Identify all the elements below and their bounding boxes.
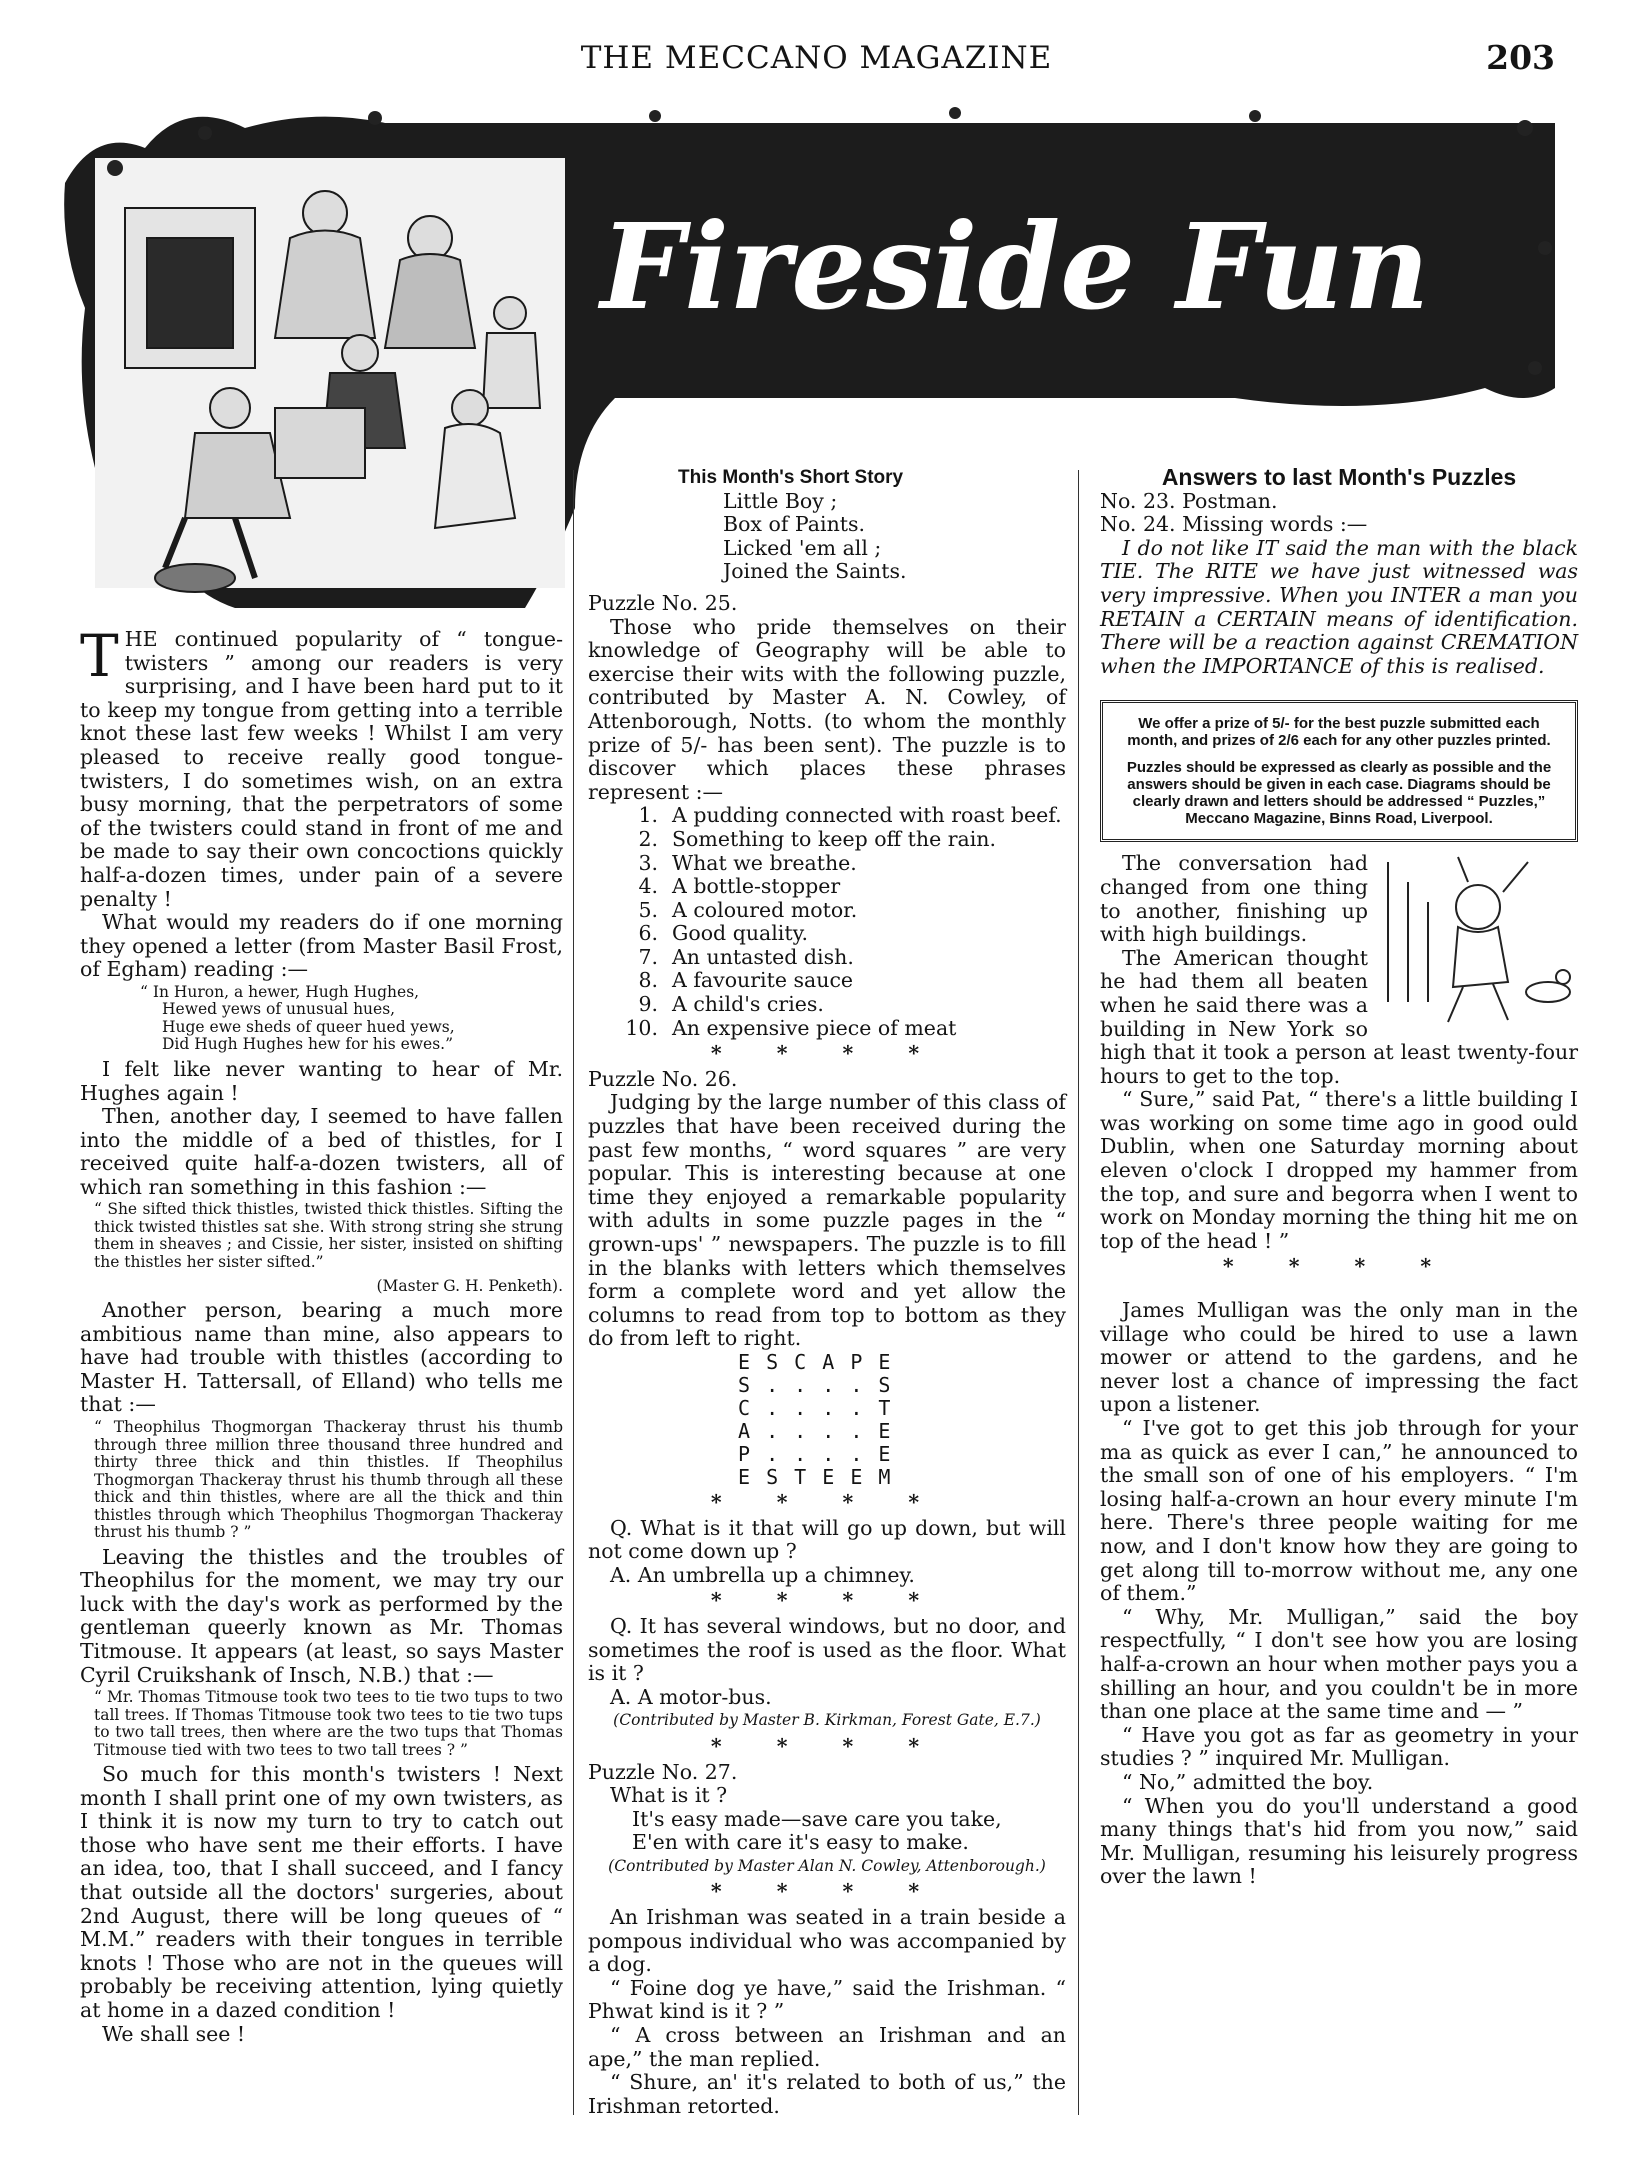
riddle-answer: A. An umbrella up a chimney. <box>610 1562 915 1587</box>
section-divider: * * * * <box>710 1733 944 1758</box>
tongue-twister-theophilus: “ Theophilus Thogmorgan Thackeray thrust his thumb through three million three thousand three hundred and thirty three thick and thin thistles. If Theophilus Thogmorgan Thackeray thrust his thumb through all these thick and thin thistles, where are all the thick and thin thistles through which Theophilus Thogmorgan Thackeray thrust his thumb ? ” <box>94 1418 563 1542</box>
paragraph: “ When you do you'll understand a good many things that's hid from you now,” said Mr. Mulligan, resuming his leisurely progress over the lawn ! <box>1100 1793 1578 1889</box>
puzzle-27-line: E'en with care it's easy to make. <box>632 1830 969 1855</box>
list-item: 10. An expensive piece of meat <box>625 1015 957 1040</box>
paragraph: Leaving the thistles and the troubles of Theophilus for the moment, we may try our luck with the day's work as performed by the gentleman queerly known as Mr. Thomas Titmouse. It appears (at least, so says Master Cyril Cruikshank of Insch, N.B.) that :— <box>80 1544 563 1687</box>
puzzle-26-text: Judging by the large number of this class of puzzles that have been received during the past few months, “ word squares ” are very popular. This is interesting because at one time they enjoyed a remarkable popularity with adults in some puzzle pages in the “ grown-ups' ” newspapers. The puzzle is to fill in the blanks with letters which themselves form a complete word and yet allow the columns to read from top to bottom as they do from left to right. <box>588 1090 1066 1351</box>
quote-credit: (Master G. H. Penketh). <box>376 1277 563 1296</box>
paragraph: “ Have you got as far as geometry in your studies ? ” inquired Mr. Mulligan. <box>1100 1722 1578 1771</box>
puzzle-rules-text: Puzzles should be expressed as clearly as possible and the answers should be given in each case. Diagrams should be clearly drawn and letters should be addressed “ Puzzles,” Meccano Magazine, Binns Road, Liverpool. <box>1126 759 1552 828</box>
tongue-twister-hughes: “ In Huron, a hewer, Hugh Hughes, Hewed yews of unusual hues, Huge ewe sheds of queer hued yews, Did Hugh Hughes hew for his ewes.” <box>140 982 455 1054</box>
list-item: 1. A pudding connected with roast beef. <box>638 803 1062 828</box>
puzzle-27-heading: Puzzle No. 27. <box>588 1759 738 1784</box>
word-square-grid: E S C A P E S . . . . S C . . . . T A . . . . E P . . . . E E S T E E M <box>738 1349 893 1489</box>
paragraph: Then, another day, I seemed to have fallen into the middle of a bed of thistles, for I received quite half-a-dozen twisters, all of which ran something in this fashion :— <box>80 1104 563 1199</box>
short-story-heading: This Month's Short Story <box>678 467 904 488</box>
paragraph: James Mulligan was the only man in the village who could be hired to use a lawn mower or attend to the gardens, and he never lost a chance of impressing the fact upon a listener. <box>1100 1298 1578 1417</box>
riddle-question: Q. It has several windows, but no door, and sometimes the roof is used as the floor. What is it ? <box>588 1613 1066 1686</box>
paragraph: An Irishman was seated in a train beside a pompous individual who was accompanied by a dog. <box>588 1905 1066 1977</box>
section-divider: * * * * <box>1222 1254 1456 1279</box>
contributor-credit: (Contributed by Master B. Kirkman, Forest Gate, E.7.) <box>613 1711 1041 1730</box>
intro-paragraph: THE continued popularity of “ tongue-twisters ” among our readers is very surprising, and I have been hard put to it to keep my tongue from getting into a terrible knot these last few weeks ! Whilst I am very pleased to receive really good tongue-twisters, I do sometimes wish, on an extra busy morning, that the perpetrators of some of the twisters could stand in front of me and be made to say their own concoctions quickly half-a-dozen times, under pain of a severe penalty ! <box>80 622 563 911</box>
riddle-question: Q. What is it that will go up down, but will not come down up ? <box>588 1515 1066 1564</box>
column-rule-left <box>573 470 574 2115</box>
list-item: 3. What we breathe. <box>638 850 857 875</box>
column-2 <box>588 466 1066 2118</box>
banner-title: Fireside Fun <box>600 197 1430 336</box>
list-item: 5. A coloured motor. <box>638 897 858 922</box>
section-divider: * * * * <box>710 1879 944 1904</box>
paragraph: “ A cross between an Irishman and an ape,” the man replied. <box>588 2023 1066 2071</box>
list-item: 9. A child's cries. <box>638 992 824 1017</box>
puzzle-25-list <box>588 804 1066 1040</box>
conversation-block <box>1100 852 1578 1253</box>
column-1 <box>80 622 563 2046</box>
answers-heading: Answers to last Month's Puzzles <box>1161 464 1517 490</box>
list-item: 7. An untasted dish. <box>638 944 854 969</box>
paragraph: Another person, bearing a much more ambitious name than mine, also appears to have had trouble with thistles (according to Master H. Tattersall, of Elland) who tells me that :— <box>80 1298 563 1417</box>
list-item: 4. A bottle-stopper <box>638 874 841 899</box>
paragraph: “ No,” admitted the boy. <box>1122 1769 1374 1794</box>
section-divider: * * * * <box>710 1588 944 1613</box>
prize-text: We offer a prize of 5/- for the best puzzle submitted each month, and prizes of 2/6 each for any other puzzles printed. <box>1127 715 1551 750</box>
answer-23: No. 23. Postman. <box>1100 488 1278 513</box>
contributor-credit: (Contributed by Master Alan N. Cowley, Attenborough.) <box>608 1856 1046 1875</box>
cartoon-illustration <box>1378 852 1578 1032</box>
list-item: 8. A favourite sauce <box>638 968 854 993</box>
column-rule-right <box>1078 470 1079 2115</box>
answer-24: No. 24. Missing words :— <box>1100 512 1368 537</box>
puzzle-27-question: What is it ? <box>610 1783 728 1808</box>
paragraph: The American thought he had them all beaten when he said there was a building in New York so high that it took a person at least twenty-four hours to get to the top. <box>1100 945 1578 1088</box>
tongue-twister-thistles: “ She sifted thick thistles, twisted thick thistles. Sifting the thick twisted thistles sat she. With strong string she strung them in sheaves ; and Cissie, her sister, insisted on shifting the thistles her sister sifted.” <box>94 1200 563 1271</box>
paragraph: “ I've got to get this job through for your ma as quick as ever I can,” he announced to the small son of one of his employers. “ I'm losing half-a-crown an hour every minute I'm here. There's three people waiting for me now, and I don't know how they are going to get along till to-morrow without me, any one of them.” <box>1100 1416 1578 1606</box>
tongue-twister-titmouse: “ Mr. Thomas Titmouse took two tees to tie two tups to two tall trees. If Thomas Titmouse took two tees to tie two tups to two tall trees, then where are the two tups that Thomas Titmouse tied with two tees to two tall trees ? ” <box>94 1688 563 1759</box>
paragraph: The conversation had changed from one thing to another, finishing up with high buildings. <box>1100 851 1368 947</box>
prize-notice-box <box>1100 700 1578 842</box>
paragraph: We shall see ! <box>102 2021 246 2046</box>
puzzle-26-heading: Puzzle No. 26. <box>588 1066 738 1091</box>
paragraph: “ Why, Mr. Mulligan,” said the boy respectfully, “ I don't see how you are losing half-a-crown an hour when mother pays you a shilling an hour, and you couldn't be in more than one place at the same time and — ” <box>1100 1604 1578 1724</box>
riddle-answer: A. A motor-bus. <box>610 1684 772 1709</box>
drop-cap: T <box>80 622 119 690</box>
section-divider: * * * * <box>710 1041 944 1066</box>
list-item: 6. Good quality. <box>638 921 808 946</box>
section-divider: * * * * <box>710 1489 944 1514</box>
paragraph: So much for this month's twisters ! Next month I shall print one of my own twisters, as I think it is now my turn to try to catch out those who have sent me their efforts. I have an idea, too, that I shall succeed, and I fancy that outside all the doctors' surgeries, about 2nd August, there will be long queues of “ M.M.” readers with their tongues in terrible knots ! Those who are not in the queues will probably be receiving attention, lying quietly at home in a dazed condition ! <box>80 1762 563 2023</box>
short-story-verse: Little Boy ; Box of Paints. Licked 'em all ; Joined the Saints. <box>723 488 907 584</box>
paragraph: What would my readers do if one morning they opened a letter (from Master Basil Frost, of Egham) reading :— <box>80 910 563 982</box>
list-item: 2. Something to keep off the rain. <box>638 826 997 851</box>
paragraph: “ Sure,” said Pat, “ there's a little building I was working on some time ago in good ould Dublin, when one Saturday morning about eleven o'clock I dropped my hammer from the top, and sure and begorra when I went to work on Monday morning the thing hit me on top of the head ! ” <box>1100 1087 1578 1253</box>
answer-24-text: I do not like IT said the man with the black TIE. The RITE we have just witnessed was very impressive. When you INTER a man you RETAIN a CERTAIN means of identification. There will be a reaction against CREMATION when the IMPORTANCE of this is realised. <box>1100 535 1578 678</box>
column-3 <box>1100 466 1578 1889</box>
puzzle-27-line: It's easy made—save care you take, <box>632 1806 1002 1831</box>
paragraph: “ Foine dog ye have,” said the Irishman. “ Phwat kind is it ? ” <box>588 1975 1066 2024</box>
page-number: 203 <box>1486 38 1555 77</box>
paragraph: I felt like never wanting to hear of Mr. Hughes again ! <box>80 1056 563 1105</box>
puzzle-25-heading: Puzzle No. 25. <box>588 590 738 615</box>
paragraph: “ Shure, an' it's related to both of us,” the Irishman retorted. <box>588 2070 1066 2118</box>
magazine-title: THE MECCANO MAGAZINE <box>580 40 1053 76</box>
puzzle-25-text: Those who pride themselves on their knowledge of Geography will be able to exercise their wits with the following puzzle, contributed by Master A. N. Cowley, of Attenborough, Notts. (to whom the monthly prize of 5/- has been sent). The puzzle is to discover which places these phrases represent :— <box>588 614 1066 804</box>
